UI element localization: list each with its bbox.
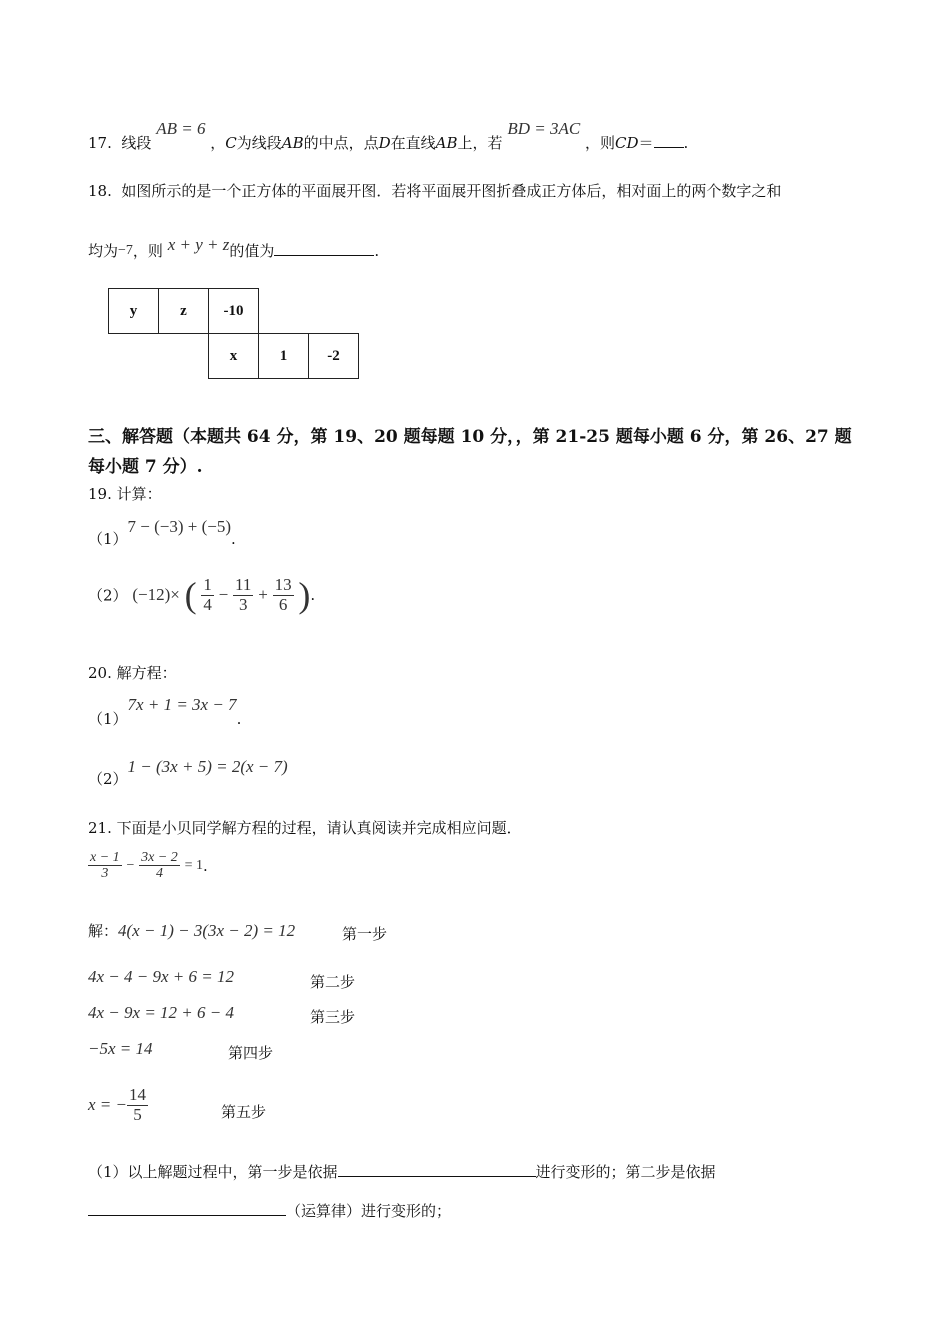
question-21-equation: $\frac{x - 1}{3}$ − $\frac{3x - 2}{4}$ = 1. [90, 850, 208, 882]
step-3-label: 第三步 [310, 1008, 356, 1026]
question-20-title: 20. 解方程： [88, 664, 177, 682]
math-x-plus-y-plus-z: x + y + z [167, 235, 230, 254]
question-20-part1: （1）7x + 1 = 3x − 7. [88, 695, 242, 728]
question-17: 17. 线段 AB = 6 ，C为线段AB的中点，点D在直线AB上，若 BD = 3AC ，则CD＝ . [88, 119, 689, 152]
fraction-3x-minus-2-over-4: $\frac{3x - 2}{4}$ [141, 850, 178, 882]
question-19-part2: （2） (−12)× ( $\frac{1}{4}$ − $\frac{11}{3}$ + $\frac{13}{6}$ ). [88, 574, 316, 615]
question-19-title: 19. 计算： [88, 485, 162, 503]
question-18-line2: 均为−7，则 x + y + z的值为 . [88, 235, 380, 260]
section-heading: 三、解答题（本题共 64 分，第 19、20 题每题 10 分，，第 21-25 题每小题 6 分，第 26、27 题 [88, 427, 852, 447]
cube-face-z: z [159, 289, 209, 334]
math-ab-equals-6: AB = 6 [156, 119, 206, 138]
math-bd-equals-3ac: BD = 3AC [507, 119, 581, 138]
step-1: 解：4(x − 1) − 3(3x − 2) = 12 [88, 921, 296, 940]
step-5: x = − $\frac{14}{5}$ [88, 1085, 146, 1124]
cube-face-neg2: -2 [309, 334, 359, 379]
cube-face-x: x [209, 334, 259, 379]
answer-blank [338, 1162, 536, 1177]
step-5-label: 第五步 [221, 1103, 267, 1121]
step-2: 4x − 4 − 9x + 6 = 12 [88, 967, 234, 986]
answer-blank [654, 133, 684, 148]
fraction-x-minus-1-over-3: $\frac{x - 1}{3}$ [90, 850, 120, 882]
fraction-1-4: $\frac{1}{4}$ [203, 574, 212, 614]
step-1-label: 第一步 [342, 925, 388, 943]
section-heading-line2: 每小题 7 分）. [88, 457, 203, 477]
fraction-14-5: $\frac{14}{5}$ [129, 1085, 146, 1124]
step-4-label: 第四步 [228, 1044, 274, 1062]
step-2-label: 第二步 [310, 973, 356, 991]
question-20-part2: （2）1 − (3x + 5) = 2(x − 7) [88, 757, 288, 788]
step-3: 4x − 9x = 12 + 6 − 4 [88, 1003, 234, 1022]
answer-blank [274, 241, 374, 256]
fraction-11-3: $\frac{11}{3}$ [235, 574, 252, 614]
step-4: −5x = 14 [88, 1039, 153, 1058]
question-18-line1: 18. 如图所示的是一个正方体的平面展开图．若将平面展开图折叠成正方体后，相对面上的两个数字之和 [88, 182, 782, 200]
answer-blank [88, 1201, 286, 1216]
question-21-part1: （1）以上解题过程中，第一步是依据 进行变形的；第二步是依据 [88, 1163, 716, 1181]
question-21-title: 21. 下面是小贝同学解方程的过程，请认真阅读并完成相应问题． [88, 819, 522, 837]
cube-face-neg10: -10 [209, 289, 259, 334]
cube-face-y: y [109, 289, 159, 334]
cube-face-1: 1 [259, 334, 309, 379]
fraction-13-6: $\frac{13}{6}$ [274, 574, 292, 614]
question-19-part1: （1）7 − (−3) + (−5). [88, 517, 236, 548]
question-21-part1-cont: （运算律）进行变形的； [88, 1200, 451, 1221]
cube-net [108, 288, 359, 379]
